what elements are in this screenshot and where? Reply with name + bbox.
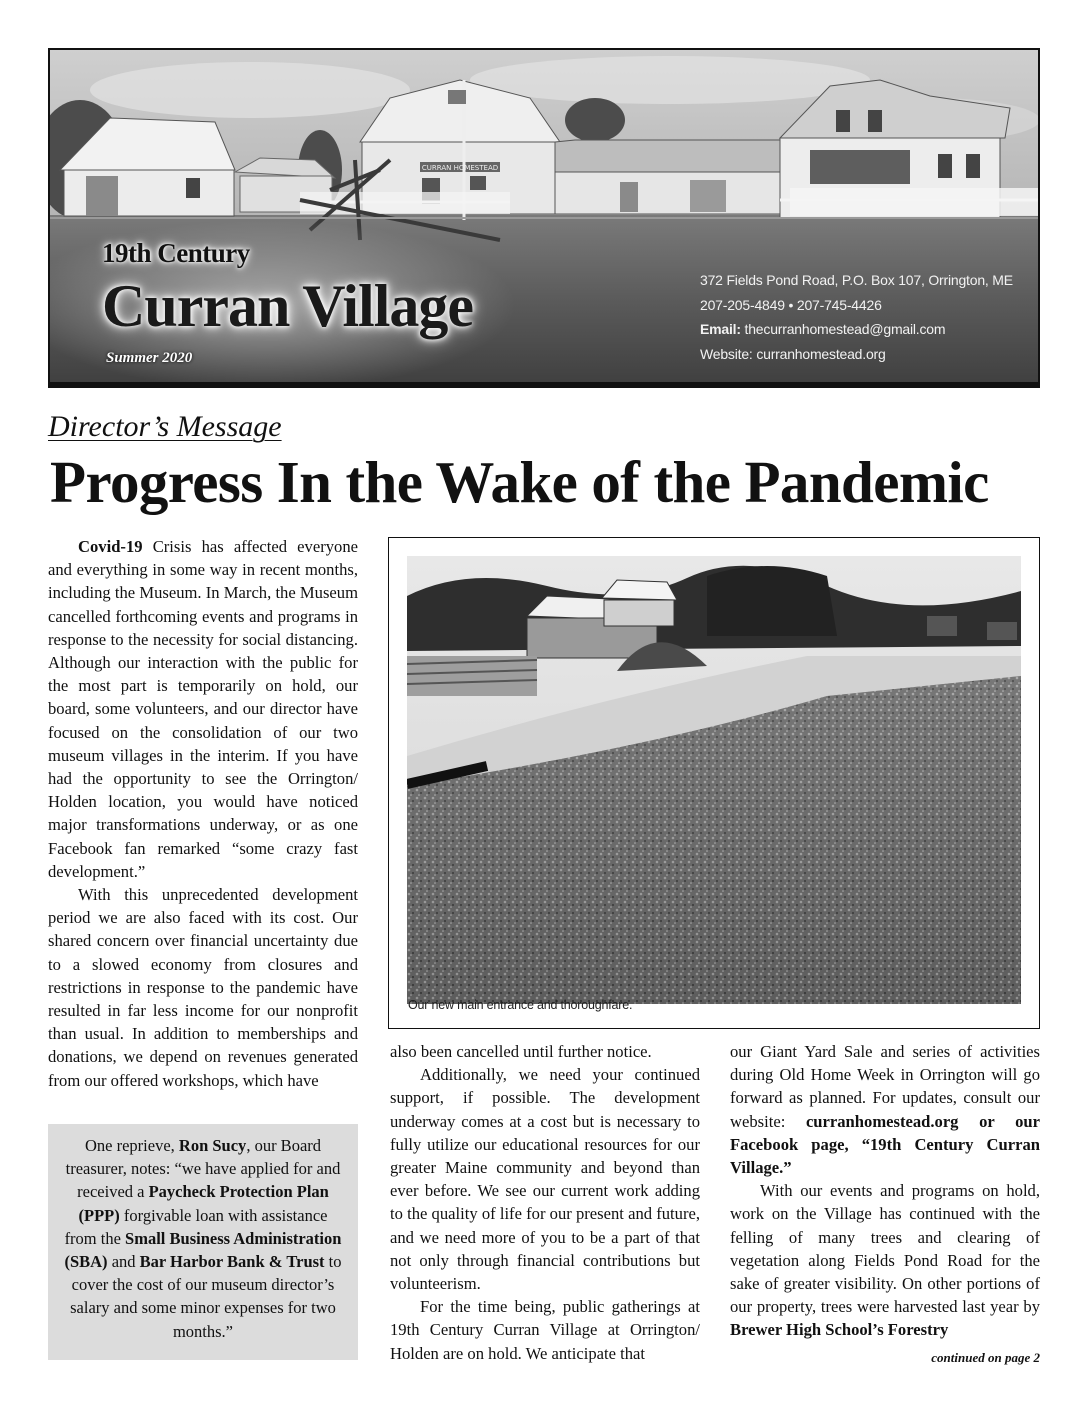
website-line (700, 342, 1013, 367)
address: 372 Fields Pond Road, P.O. Box 107, Orrington, ME (700, 272, 1013, 288)
paragraph: Additionally, we need your continued support, if possible. The development underway comes at a cost but is necessary to fully utilize our educational resources for our greater Maine community and beyond than ever before. We see our current work adding to the quality of life for our present and future, and we need more of you to be a part of that not only through financial contributions but volunteerism. (390, 1065, 700, 1294)
article-column-1 (48, 535, 358, 1092)
paragraph: With this unprecedented development period we are also faced with its cost. Our shared concern over financial uncertainty due to a slowed economy from closures and restrictions in response to the pandemic have resulted in far less income for our nonprofit than usual. In addition to memberships and donations, we depend on revenues generated from our offered workshops, which have (48, 885, 358, 1090)
website-link[interactable]: curranhomestead.org (756, 345, 886, 362)
barn-sign: CURRAN HOMESTEAD (421, 164, 499, 172)
masthead (48, 48, 1040, 388)
sidebar-quote: One reprieve, Ron Sucy, our Board treasurer, notes: “we have applied for and received a Paycheck Protection Plan (PPP) forgivable loan with assistance from the Small Business Administration (SBA) and Bar Harbor Bank & Trust to cover the cost of our museum director’s salary and some minor expenses for two months.” (48, 1124, 358, 1360)
school-reference: Brewer High School’s Forestry (730, 1320, 949, 1340)
bold-agency: Small Business Administration (SBA) (64, 1228, 342, 1272)
paragraph: our Giant Yard Sale and series of activities during Old Home Week in Orrington will go forward as planned. For updates, consult our website: curranhomestead.org or our Facebook page, “19th Century Curran Village.” (730, 1042, 1040, 1178)
issue-date: Summer 2020 (106, 350, 193, 366)
entrance-photo (407, 556, 1021, 1004)
phone-numbers: 207-205-4849 • 207-745-4426 (700, 296, 882, 313)
bold-name: Ron Sucy (178, 1136, 247, 1155)
contact-block (700, 268, 1013, 366)
website-reference: curranhomestead.org or our Facebook page, “19th Century Curran Village.” (730, 1111, 1040, 1178)
brand-title: Curran Village (102, 273, 473, 339)
article-column-2 (390, 1040, 700, 1365)
paragraph: With our events and programs on hold, work on the Village has continued with the felling of many trees and clearing of vegetation along Fields Pond Road for the sake of greater visibility. On other portions of our property, trees were harvested last year by Brewer High School’s Forestry (730, 1181, 1040, 1340)
email-line (700, 317, 1013, 342)
paragraph: For the time being, public gatherings at 19th Century Curran Village at Orrington/ Holden are on hold. We anticipate that (390, 1297, 700, 1363)
continued-note: continued on page 2 (931, 1349, 1040, 1365)
article-column-3 (730, 1040, 1040, 1369)
brand-subtitle: 19th Century (102, 238, 250, 268)
email-link[interactable]: thecurranhomestead@gmail.com (744, 321, 946, 337)
website-label: Website: (700, 345, 753, 362)
headline: Progress In the Wake of the Pandemic (50, 449, 989, 515)
bold-bank: Bar Harbor Bank & Trust (139, 1252, 325, 1272)
lead-bold: Covid-19 (78, 537, 143, 556)
section-kicker: Director’s Message (48, 410, 282, 443)
paragraph: also been cancelled until further notice. (390, 1042, 652, 1061)
email-label: Email: (700, 321, 741, 337)
paragraph: Covid-19 Crisis has affected everyone and everything in some way in recent months, including the Museum. In March, the Museum cancelled forthcoming events and programs in response to the necessity for social distancing. Although our interaction with the public for the most part is temporarily on hold, our board, some volunteers, and our director have focused on the consolidation of our two museum villages in the interim. If you have had the opportunity to see the Orrington/ Holden location, you would have noticed major transformations underway, or as one Facebook fan remarked “some crazy fast development.” (48, 537, 358, 881)
photo-caption: Our new main entrance and thoroughfare. (408, 998, 633, 1012)
photo-box (388, 537, 1040, 1029)
bold-program: Paycheck Protection Plan (PPP) (78, 1182, 329, 1225)
